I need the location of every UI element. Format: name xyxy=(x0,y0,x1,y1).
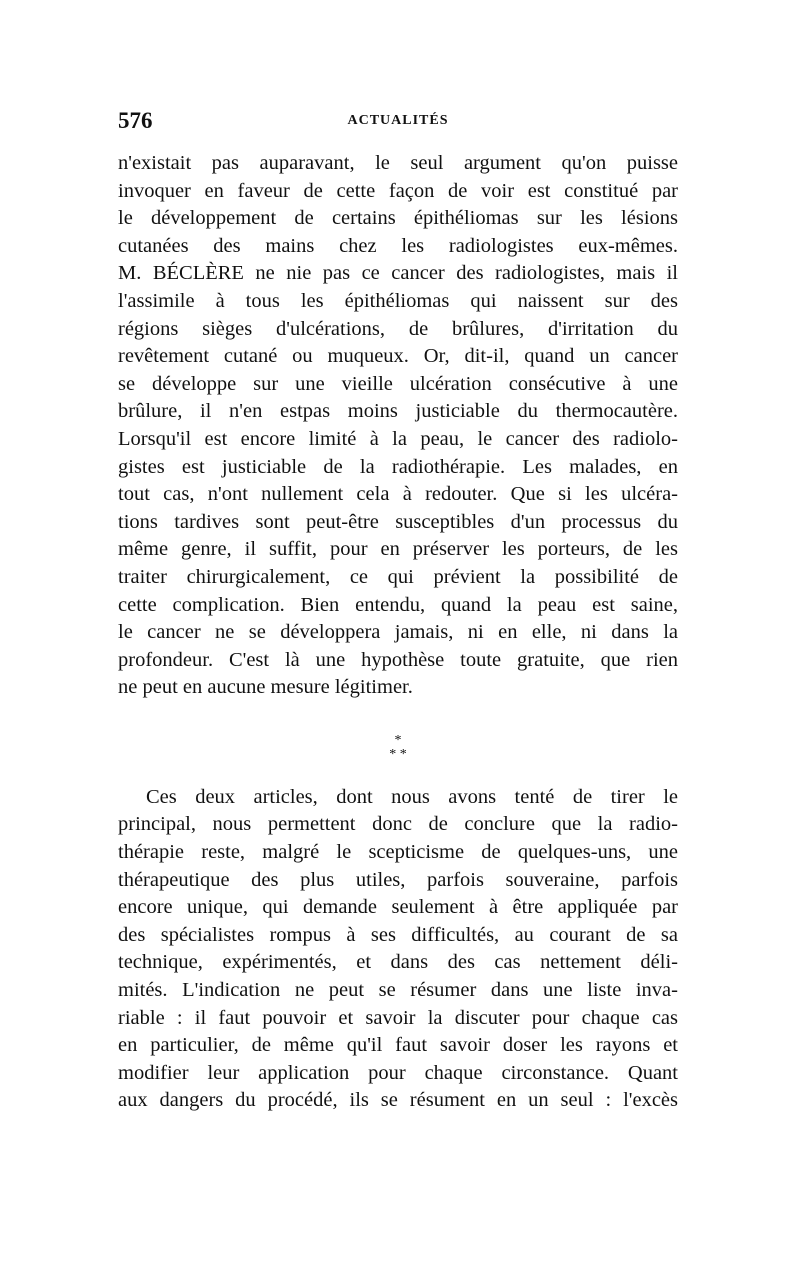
running-head xyxy=(118,108,678,142)
text-line: modifier leur application pour chaque circonstance. Quant xyxy=(118,1061,678,1084)
text-line: se développe sur une vieille ulcération consécutive à une xyxy=(118,372,678,395)
text-line: l'assimile à tous les épithéliomas qui naissent sur des xyxy=(118,289,678,312)
paragraph-2 xyxy=(118,784,678,1115)
text-line: le cancer ne se développera jamais, ni en elle, ni dans la xyxy=(118,621,678,644)
text-line: gistes est justiciable de la radiothérapie. Les malades, en xyxy=(118,455,678,478)
text-line: Lorsqu'il est encore limité à la peau, le cancer des radiolo- xyxy=(118,427,678,450)
book-page xyxy=(118,108,678,1115)
separator-asterisk-top: * xyxy=(394,732,402,748)
text-line: brûlure, il n'en estpas moins justiciable du thermocautère. xyxy=(118,400,678,423)
text-line: régions sièges d'ulcérations, de brûlures, d'irritation du xyxy=(118,317,678,340)
text-line: principal, nous permettent donc de conclure que la radio- xyxy=(118,813,678,836)
text-line: le développement de certains épithéliomas sur les lésions xyxy=(118,207,678,230)
text-line: même genre, il suffit, pour en préserver les porteurs, de les xyxy=(118,538,678,561)
text-line: encore unique, qui demande seulement à être appliquée par xyxy=(118,896,678,919)
section-separator xyxy=(118,734,678,762)
paragraph-1 xyxy=(118,150,678,702)
text-line: cette complication. Bien entendu, quand la peau est saine, xyxy=(118,593,678,616)
text-line: en particulier, de même qu'il faut savoir doser les rayons et xyxy=(118,1034,678,1057)
text-line: cutanées des mains chez les radiologistes eux-mêmes. xyxy=(118,234,678,257)
text-line: M. BÉCLÈRE ne nie pas ce cancer des radiologistes, mais il xyxy=(118,262,678,285)
text-line: tions tardives sont peut-être susceptibles d'un processus du xyxy=(118,510,678,533)
text-line: thérapeutique des plus utiles, parfois souveraine, parfois xyxy=(118,868,678,891)
text-line: technique, expérimentés, et dans des cas nettement déli- xyxy=(118,951,678,974)
text-line: tout cas, n'ont nullement cela à redouter. Que si les ulcéra- xyxy=(118,483,678,506)
text-line: Ces deux articles, dont nous avons tenté de tirer le xyxy=(146,785,678,808)
text-line: invoquer en faveur de cette façon de voir est constitué par xyxy=(118,179,678,202)
text-line: traiter chirurgicalement, ce qui prévient la possibilité de xyxy=(118,565,678,588)
text-line: des spécialistes rompus à ses difficultés, au courant de sa xyxy=(118,923,678,946)
text-line: revêtement cutané ou muqueux. Or, dit-il, quand un cancer xyxy=(118,345,678,368)
running-title: ACTUALITÉS xyxy=(347,113,449,128)
separator-asterisks-bottom: * * xyxy=(389,746,407,762)
text-line: riable : il faut pouvoir et savoir la discuter pour chaque cas xyxy=(118,1006,678,1029)
text-line: ne peut en aucune mesure légitimer. xyxy=(118,676,413,699)
text-line: aux dangers du procédé, ils se résument en un seul : l'excès xyxy=(118,1089,678,1112)
text-line: thérapie reste, malgré le scepticisme de quelques-uns, une xyxy=(118,841,678,864)
page-number: 576 xyxy=(118,108,153,133)
text-line: n'existait pas auparavant, le seul argument qu'on puisse xyxy=(118,152,678,174)
text-line: profondeur. C'est là une hypothèse toute gratuite, que rien xyxy=(118,648,678,671)
text-line: mités. L'indication ne peut se résumer dans une liste inva- xyxy=(118,979,678,1002)
